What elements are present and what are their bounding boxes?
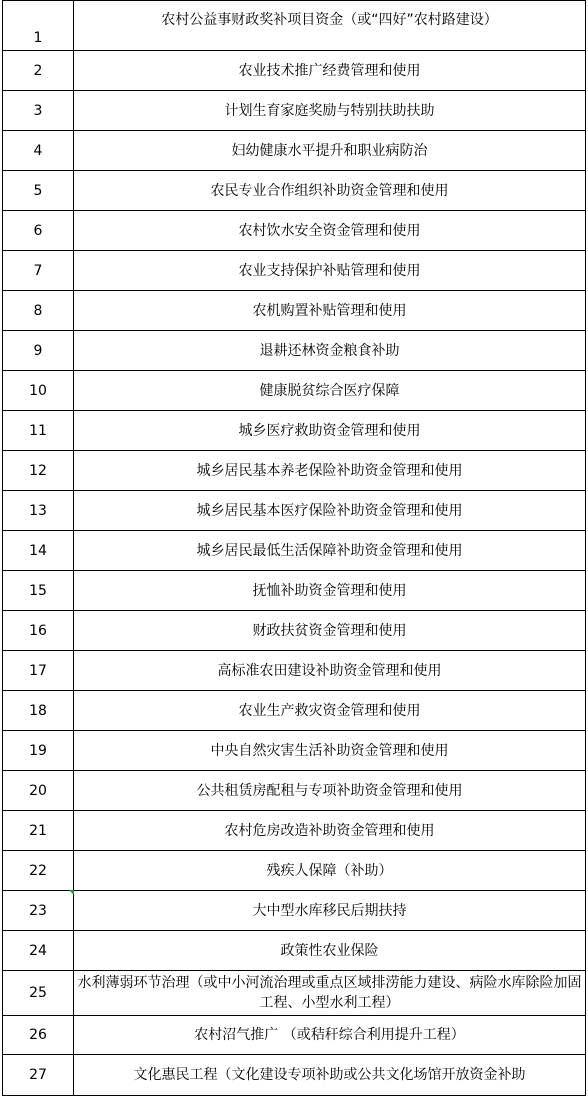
row-number: 23 — [29, 902, 47, 919]
row-number: 5 — [33, 182, 43, 199]
table-row — [3, 571, 586, 611]
row-number: 14 — [29, 542, 47, 559]
row-number: 1 — [33, 30, 43, 46]
row-number: 15 — [29, 582, 47, 599]
project-name-cell — [74, 251, 586, 291]
project-name: 财政扶贫资金管理和使用 — [252, 622, 407, 639]
table-row — [3, 371, 586, 411]
table-row — [3, 811, 586, 851]
project-name: 公共租赁房配租与专项补助资金管理和使用 — [196, 782, 463, 799]
table-row — [3, 891, 586, 931]
row-number-cell — [3, 771, 74, 811]
project-name-cell — [74, 811, 586, 851]
row-number: 6 — [33, 222, 43, 239]
table-row — [3, 931, 586, 971]
project-name-cell — [74, 851, 586, 891]
project-name: 城乡居民最低生活保障补助资金管理和使用 — [196, 542, 463, 559]
cell-comment-marker-icon — [69, 890, 74, 895]
row-number: 12 — [29, 462, 47, 479]
project-name-cell — [74, 691, 586, 731]
project-name-cell — [74, 451, 586, 491]
row-number-cell — [3, 931, 74, 971]
project-name-cell — [74, 131, 586, 171]
row-number: 9 — [33, 342, 43, 359]
table-row — [3, 691, 586, 731]
project-name-cell — [74, 771, 586, 811]
project-name: 农村饮水安全资金管理和使用 — [238, 222, 421, 239]
project-name: 水利薄弱环节治理（或中小河流治理或重点区域排涝能力建设、病险水库除险加固工程、小型水利工程） — [77, 975, 582, 1011]
row-number-cell — [3, 611, 74, 651]
project-name: 城乡医疗救助资金管理和使用 — [238, 422, 421, 439]
row-number: 20 — [29, 782, 47, 799]
row-number: 17 — [29, 662, 47, 679]
row-number-cell — [3, 731, 74, 771]
project-name-cell — [74, 371, 586, 411]
project-name: 农村沼气推广 （或秸秆综合利用提升工程） — [194, 1027, 465, 1043]
project-name-cell — [74, 731, 586, 771]
row-number-cell — [3, 371, 74, 411]
row-number-cell — [3, 491, 74, 531]
project-name-cell — [74, 491, 586, 531]
table-row — [3, 411, 586, 451]
row-number-cell — [3, 451, 74, 491]
project-name-cell — [74, 291, 586, 331]
project-name-cell — [74, 651, 586, 691]
project-name: 中央自然灾害生活补助资金管理和使用 — [210, 742, 449, 759]
project-name: 健康脱贫综合医疗保障 — [259, 382, 400, 399]
project-name-cell — [74, 171, 586, 211]
row-number-cell — [3, 171, 74, 211]
table-row — [3, 91, 586, 131]
project-name: 农业生产救灾资金管理和使用 — [238, 702, 421, 719]
row-number-cell — [3, 811, 74, 851]
row-number: 21 — [29, 822, 47, 839]
project-name: 高标准农田建设补助资金管理和使用 — [217, 662, 442, 679]
row-number: 8 — [33, 302, 43, 319]
project-name-cell — [74, 531, 586, 571]
project-name-cell — [74, 1055, 586, 1096]
project-name: 农业技术推广经费管理和使用 — [238, 62, 421, 79]
project-name: 农业支持保护补贴管理和使用 — [238, 262, 421, 279]
table-row — [3, 611, 586, 651]
project-name-cell — [74, 411, 586, 451]
project-name: 计划生育家庭奖励与特别扶助扶助 — [224, 102, 435, 119]
row-number-cell — [3, 971, 74, 1016]
project-name: 城乡居民基本养老保险补助资金管理和使用 — [196, 462, 463, 479]
row-number-cell — [3, 91, 74, 131]
row-number: 7 — [33, 262, 43, 279]
table-row — [3, 211, 586, 251]
row-number-cell — [3, 131, 74, 171]
project-table — [2, 0, 586, 1096]
project-name: 残疾人保障（补助） — [266, 862, 393, 879]
row-number: 24 — [29, 942, 47, 959]
project-name: 城乡居民基本医疗保险补助资金管理和使用 — [196, 502, 463, 519]
table-row — [3, 331, 586, 371]
table-row — [3, 851, 586, 891]
table-row — [3, 131, 586, 171]
project-name-cell — [74, 51, 586, 91]
row-number: 3 — [33, 102, 43, 119]
row-number: 25 — [29, 985, 47, 1001]
row-number-cell — [3, 1, 74, 51]
row-number-cell — [3, 1055, 74, 1096]
table-row — [3, 971, 586, 1016]
project-name-cell — [74, 331, 586, 371]
table-row — [3, 651, 586, 691]
project-name: 农村危房改造补助资金管理和使用 — [224, 822, 435, 839]
project-table-body — [3, 1, 586, 1096]
table-row — [3, 171, 586, 211]
row-number: 26 — [29, 1027, 47, 1043]
project-name-cell — [74, 91, 586, 131]
row-number: 18 — [29, 702, 47, 719]
project-name-cell — [74, 1, 586, 51]
project-name: 妇幼健康水平提升和职业病防治 — [231, 142, 428, 159]
row-number-cell — [3, 891, 74, 931]
project-name-cell — [74, 891, 586, 931]
project-name: 退耕还林资金粮食补助 — [259, 342, 400, 359]
table-row — [3, 1055, 586, 1096]
row-number: 19 — [29, 742, 47, 759]
table-row — [3, 451, 586, 491]
row-number: 10 — [29, 382, 47, 399]
row-number: 11 — [29, 422, 47, 439]
row-number-cell — [3, 211, 74, 251]
row-number: 22 — [29, 862, 47, 879]
table-row — [3, 291, 586, 331]
row-number: 4 — [33, 142, 43, 159]
project-name-cell — [74, 611, 586, 651]
row-number-cell — [3, 51, 74, 91]
row-number-cell — [3, 331, 74, 371]
row-number-cell — [3, 1016, 74, 1055]
project-name: 抚恤补助资金管理和使用 — [252, 582, 407, 599]
table-row — [3, 731, 586, 771]
table-row — [3, 251, 586, 291]
table-row — [3, 51, 586, 91]
row-number-cell — [3, 251, 74, 291]
row-number: 2 — [33, 62, 43, 79]
row-number: 27 — [29, 1067, 47, 1083]
table-row — [3, 1016, 586, 1055]
row-number: 16 — [29, 622, 47, 639]
row-number-cell — [3, 691, 74, 731]
row-number: 13 — [29, 502, 47, 519]
table-row — [3, 1, 586, 51]
table-row — [3, 491, 586, 531]
project-name: 大中型水库移民后期扶持 — [252, 902, 407, 919]
table-row — [3, 771, 586, 811]
row-number-cell — [3, 411, 74, 451]
project-name: 农民专业合作组织补助资金管理和使用 — [210, 182, 449, 199]
table-row — [3, 531, 586, 571]
project-name-cell — [74, 571, 586, 611]
row-number-cell — [3, 571, 74, 611]
project-name: 农机购置补贴管理和使用 — [252, 302, 407, 319]
project-name: 政策性农业保险 — [280, 942, 379, 959]
row-number-cell — [3, 291, 74, 331]
project-name-cell — [74, 211, 586, 251]
project-name: 文化惠民工程（文化建设专项补助或公共文化场馆开放资金补助 — [133, 1067, 526, 1083]
project-name-cell — [74, 931, 586, 971]
project-name-cell — [74, 1016, 586, 1055]
row-number-cell — [3, 531, 74, 571]
row-number-cell — [3, 851, 74, 891]
project-name: 农村公益事财政奖补项目资金（或“四好”农村路建设） — [161, 12, 498, 28]
project-name-cell — [74, 971, 586, 1016]
row-number-cell — [3, 651, 74, 691]
